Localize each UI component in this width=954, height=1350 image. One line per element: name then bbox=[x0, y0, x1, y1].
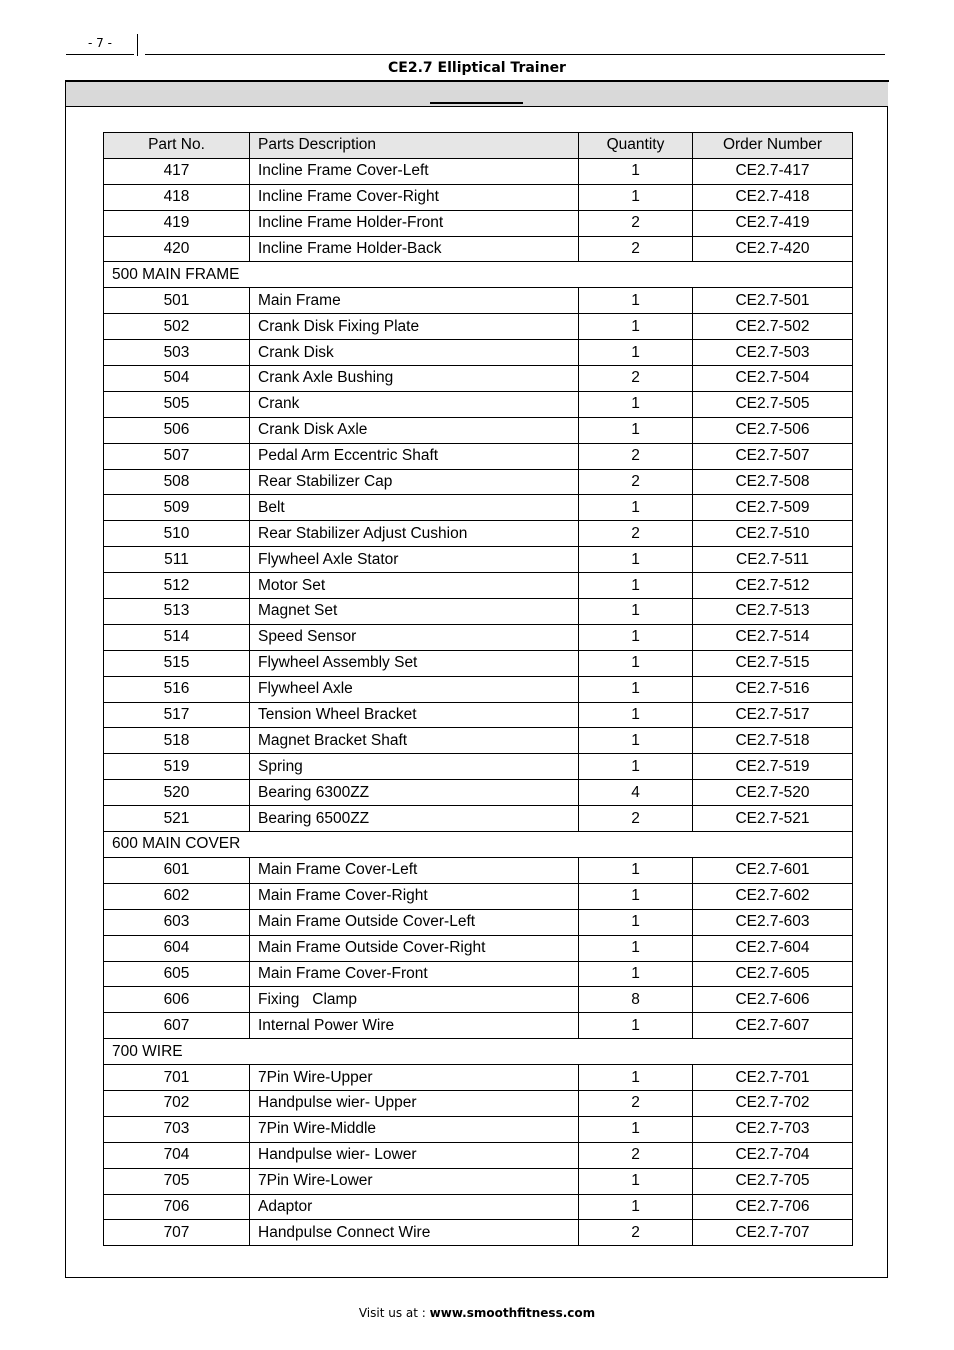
description-cell: Belt bbox=[250, 495, 579, 521]
parts-table-body bbox=[104, 158, 853, 1245]
part-number-cell: 521 bbox=[104, 806, 250, 832]
description-cell: 7Pin Wire-Middle bbox=[250, 1116, 579, 1142]
part-number-cell: 419 bbox=[104, 210, 250, 236]
part-number-cell: 511 bbox=[104, 547, 250, 573]
part-number-cell: 702 bbox=[104, 1090, 250, 1116]
part-number-cell: 417 bbox=[104, 158, 250, 184]
description-cell: 7Pin Wire-Upper bbox=[250, 1065, 579, 1091]
description-cell: Speed Sensor bbox=[250, 624, 579, 650]
header-rule bbox=[145, 54, 885, 55]
part-number-cell: 513 bbox=[104, 599, 250, 625]
part-number-cell: 516 bbox=[104, 676, 250, 702]
quantity-cell: 1 bbox=[579, 909, 693, 935]
description-cell: Handpulse wier- Lower bbox=[250, 1142, 579, 1168]
quantity-cell: 2 bbox=[579, 443, 693, 469]
quantity-cell: 2 bbox=[579, 806, 693, 832]
table-row bbox=[104, 573, 853, 599]
description-cell: Tension Wheel Bracket bbox=[250, 702, 579, 728]
quantity-cell: 2 bbox=[579, 1220, 693, 1246]
part-number-cell: 604 bbox=[104, 935, 250, 961]
description-cell: Main Frame Outside Cover-Right bbox=[250, 935, 579, 961]
page-number: - 7 - bbox=[66, 36, 134, 55]
order-number-cell: CE2.7-701 bbox=[693, 1065, 853, 1091]
part-number-cell: 505 bbox=[104, 391, 250, 417]
band-underline bbox=[430, 102, 523, 104]
part-number-cell: 606 bbox=[104, 987, 250, 1013]
table-row bbox=[104, 547, 853, 573]
table-row bbox=[104, 883, 853, 909]
part-number-cell: 607 bbox=[104, 1013, 250, 1039]
quantity-cell: 2 bbox=[579, 1142, 693, 1168]
part-number-cell: 601 bbox=[104, 857, 250, 883]
description-cell: Main Frame Cover-Front bbox=[250, 961, 579, 987]
part-number-cell: 705 bbox=[104, 1168, 250, 1194]
part-number-cell: 507 bbox=[104, 443, 250, 469]
quantity-cell: 1 bbox=[579, 961, 693, 987]
description-cell: Main Frame Cover-Right bbox=[250, 883, 579, 909]
header-divider-vertical bbox=[137, 34, 138, 56]
part-number-cell: 503 bbox=[104, 340, 250, 366]
order-number-cell: CE2.7-521 bbox=[693, 806, 853, 832]
quantity-cell: 1 bbox=[579, 599, 693, 625]
description-cell: Bearing 6500ZZ bbox=[250, 806, 579, 832]
description-cell: Flywheel Assembly Set bbox=[250, 650, 579, 676]
order-number-cell: CE2.7-604 bbox=[693, 935, 853, 961]
quantity-cell: 2 bbox=[579, 1090, 693, 1116]
quantity-cell: 1 bbox=[579, 184, 693, 210]
order-number-cell: CE2.7-417 bbox=[693, 158, 853, 184]
section-heading: 500 MAIN FRAME bbox=[104, 262, 853, 288]
order-number-cell: CE2.7-504 bbox=[693, 366, 853, 392]
order-number-cell: CE2.7-603 bbox=[693, 909, 853, 935]
quantity-cell: 1 bbox=[579, 495, 693, 521]
description-cell: Main Frame Outside Cover-Left bbox=[250, 909, 579, 935]
description-cell: Adaptor bbox=[250, 1194, 579, 1220]
quantity-cell: 1 bbox=[579, 547, 693, 573]
order-number-cell: CE2.7-518 bbox=[693, 728, 853, 754]
table-row bbox=[104, 288, 853, 314]
description-cell: Handpulse wier- Upper bbox=[250, 1090, 579, 1116]
order-number-cell: CE2.7-508 bbox=[693, 469, 853, 495]
part-number-cell: 519 bbox=[104, 754, 250, 780]
table-row bbox=[104, 366, 853, 392]
part-number-cell: 501 bbox=[104, 288, 250, 314]
order-number-cell: CE2.7-516 bbox=[693, 676, 853, 702]
description-cell: Handpulse Connect Wire bbox=[250, 1220, 579, 1246]
order-number-cell: CE2.7-513 bbox=[693, 599, 853, 625]
description-cell: Rear Stabilizer Adjust Cushion bbox=[250, 521, 579, 547]
quantity-cell: 1 bbox=[579, 883, 693, 909]
order-number-cell: CE2.7-502 bbox=[693, 314, 853, 340]
order-number-cell: CE2.7-605 bbox=[693, 961, 853, 987]
order-number-cell: CE2.7-505 bbox=[693, 391, 853, 417]
description-cell: 7Pin Wire-Lower bbox=[250, 1168, 579, 1194]
part-number-cell: 509 bbox=[104, 495, 250, 521]
table-row bbox=[104, 1220, 853, 1246]
table-row bbox=[104, 314, 853, 340]
order-number-cell: CE2.7-509 bbox=[693, 495, 853, 521]
table-row bbox=[104, 599, 853, 625]
quantity-cell: 1 bbox=[579, 1116, 693, 1142]
description-cell: Flywheel Axle Stator bbox=[250, 547, 579, 573]
part-number-cell: 506 bbox=[104, 417, 250, 443]
footer-url: www.smoothfitness.com bbox=[429, 1306, 596, 1320]
description-cell: Incline Frame Cover-Right bbox=[250, 184, 579, 210]
order-number-cell: CE2.7-503 bbox=[693, 340, 853, 366]
table-row bbox=[104, 624, 853, 650]
order-number-cell: CE2.7-702 bbox=[693, 1090, 853, 1116]
quantity-cell: 4 bbox=[579, 780, 693, 806]
order-number-cell: CE2.7-706 bbox=[693, 1194, 853, 1220]
quantity-cell: 1 bbox=[579, 728, 693, 754]
part-number-cell: 707 bbox=[104, 1220, 250, 1246]
order-number-cell: CE2.7-602 bbox=[693, 883, 853, 909]
column-header-part-no: Part No. bbox=[104, 133, 250, 159]
table-row bbox=[104, 1090, 853, 1116]
section-heading: 700 WIRE bbox=[104, 1039, 853, 1065]
table-row bbox=[104, 391, 853, 417]
table-row bbox=[104, 340, 853, 366]
table-row bbox=[104, 236, 853, 262]
part-number-cell: 420 bbox=[104, 236, 250, 262]
part-number-cell: 514 bbox=[104, 624, 250, 650]
quantity-cell: 1 bbox=[579, 1013, 693, 1039]
description-cell: Spring bbox=[250, 754, 579, 780]
part-number-cell: 504 bbox=[104, 366, 250, 392]
quantity-cell: 1 bbox=[579, 702, 693, 728]
table-row bbox=[104, 1065, 853, 1091]
table-row bbox=[104, 158, 853, 184]
description-cell: Crank Disk bbox=[250, 340, 579, 366]
order-number-cell: CE2.7-512 bbox=[693, 573, 853, 599]
quantity-cell: 2 bbox=[579, 521, 693, 547]
quantity-cell: 1 bbox=[579, 1065, 693, 1091]
column-header-order-number: Order Number bbox=[693, 133, 853, 159]
part-number-cell: 706 bbox=[104, 1194, 250, 1220]
order-number-cell: CE2.7-703 bbox=[693, 1116, 853, 1142]
description-cell: Flywheel Axle bbox=[250, 676, 579, 702]
order-number-cell: CE2.7-510 bbox=[693, 521, 853, 547]
order-number-cell: CE2.7-520 bbox=[693, 780, 853, 806]
part-number-cell: 518 bbox=[104, 728, 250, 754]
table-row bbox=[104, 495, 853, 521]
part-number-cell: 517 bbox=[104, 702, 250, 728]
table-row bbox=[104, 935, 853, 961]
quantity-cell: 2 bbox=[579, 210, 693, 236]
description-cell: Internal Power Wire bbox=[250, 1013, 579, 1039]
description-cell: Magnet Set bbox=[250, 599, 579, 625]
quantity-cell: 2 bbox=[579, 236, 693, 262]
table-header-row bbox=[104, 133, 853, 159]
part-number-cell: 703 bbox=[104, 1116, 250, 1142]
order-number-cell: CE2.7-704 bbox=[693, 1142, 853, 1168]
part-number-cell: 605 bbox=[104, 961, 250, 987]
description-cell: Crank bbox=[250, 391, 579, 417]
quantity-cell: 8 bbox=[579, 987, 693, 1013]
description-cell: Magnet Bracket Shaft bbox=[250, 728, 579, 754]
description-cell: Rear Stabilizer Cap bbox=[250, 469, 579, 495]
order-number-cell: CE2.7-705 bbox=[693, 1168, 853, 1194]
description-cell: Crank Disk Fixing Plate bbox=[250, 314, 579, 340]
table-row bbox=[104, 1013, 853, 1039]
description-cell: Fixing Clamp bbox=[250, 987, 579, 1013]
order-number-cell: CE2.7-606 bbox=[693, 987, 853, 1013]
part-number-cell: 515 bbox=[104, 650, 250, 676]
part-number-cell: 512 bbox=[104, 573, 250, 599]
part-number-cell: 502 bbox=[104, 314, 250, 340]
description-cell: Motor Set bbox=[250, 573, 579, 599]
section-row bbox=[104, 832, 853, 858]
description-cell: Incline Frame Holder-Front bbox=[250, 210, 579, 236]
table-row bbox=[104, 780, 853, 806]
order-number-cell: CE2.7-707 bbox=[693, 1220, 853, 1246]
order-number-cell: CE2.7-607 bbox=[693, 1013, 853, 1039]
quantity-cell: 2 bbox=[579, 366, 693, 392]
column-header-quantity: Quantity bbox=[579, 133, 693, 159]
description-cell: Crank Axle Bushing bbox=[250, 366, 579, 392]
description-cell: Main Frame bbox=[250, 288, 579, 314]
part-number-cell: 602 bbox=[104, 883, 250, 909]
quantity-cell: 1 bbox=[579, 417, 693, 443]
table-row bbox=[104, 1142, 853, 1168]
table-row bbox=[104, 1194, 853, 1220]
order-number-cell: CE2.7-419 bbox=[693, 210, 853, 236]
quantity-cell: 1 bbox=[579, 754, 693, 780]
part-number-cell: 508 bbox=[104, 469, 250, 495]
table-row bbox=[104, 1168, 853, 1194]
quantity-cell: 1 bbox=[579, 676, 693, 702]
table-row bbox=[104, 857, 853, 883]
part-number-cell: 418 bbox=[104, 184, 250, 210]
quantity-cell: 1 bbox=[579, 573, 693, 599]
table-row bbox=[104, 443, 853, 469]
part-number-cell: 520 bbox=[104, 780, 250, 806]
order-number-cell: CE2.7-507 bbox=[693, 443, 853, 469]
quantity-cell: 1 bbox=[579, 158, 693, 184]
order-number-cell: CE2.7-601 bbox=[693, 857, 853, 883]
part-number-cell: 704 bbox=[104, 1142, 250, 1168]
table-row bbox=[104, 469, 853, 495]
parts-table bbox=[103, 132, 853, 1246]
section-row bbox=[104, 262, 853, 288]
table-row bbox=[104, 1116, 853, 1142]
quantity-cell: 1 bbox=[579, 314, 693, 340]
table-row bbox=[104, 521, 853, 547]
table-row bbox=[104, 184, 853, 210]
order-number-cell: CE2.7-506 bbox=[693, 417, 853, 443]
table-row bbox=[104, 961, 853, 987]
description-cell: Pedal Arm Eccentric Shaft bbox=[250, 443, 579, 469]
table-row bbox=[104, 987, 853, 1013]
quantity-cell: 1 bbox=[579, 650, 693, 676]
table-row bbox=[104, 650, 853, 676]
table-row bbox=[104, 676, 853, 702]
table-row bbox=[104, 702, 853, 728]
footer bbox=[0, 1306, 954, 1320]
order-number-cell: CE2.7-514 bbox=[693, 624, 853, 650]
description-cell: Bearing 6300ZZ bbox=[250, 780, 579, 806]
table-row bbox=[104, 417, 853, 443]
column-header-description: Parts Description bbox=[250, 133, 579, 159]
order-number-cell: CE2.7-501 bbox=[693, 288, 853, 314]
table-row bbox=[104, 806, 853, 832]
footer-prefix: Visit us at : bbox=[358, 1306, 430, 1320]
order-number-cell: CE2.7-519 bbox=[693, 754, 853, 780]
description-cell: Incline Frame Holder-Back bbox=[250, 236, 579, 262]
table-row bbox=[104, 909, 853, 935]
table-row bbox=[104, 728, 853, 754]
document-title: CE2.7 Elliptical Trainer bbox=[388, 60, 566, 76]
quantity-cell: 1 bbox=[579, 1194, 693, 1220]
description-cell: Main Frame Cover-Left bbox=[250, 857, 579, 883]
order-number-cell: CE2.7-517 bbox=[693, 702, 853, 728]
quantity-cell: 1 bbox=[579, 391, 693, 417]
section-row bbox=[104, 1039, 853, 1065]
quantity-cell: 1 bbox=[579, 935, 693, 961]
section-heading: 600 MAIN COVER bbox=[104, 832, 853, 858]
quantity-cell: 1 bbox=[579, 1168, 693, 1194]
part-number-cell: 701 bbox=[104, 1065, 250, 1091]
quantity-cell: 1 bbox=[579, 624, 693, 650]
part-number-cell: 510 bbox=[104, 521, 250, 547]
quantity-cell: 2 bbox=[579, 469, 693, 495]
part-number-cell: 603 bbox=[104, 909, 250, 935]
description-cell: Crank Disk Axle bbox=[250, 417, 579, 443]
order-number-cell: CE2.7-420 bbox=[693, 236, 853, 262]
table-row bbox=[104, 754, 853, 780]
order-number-cell: CE2.7-511 bbox=[693, 547, 853, 573]
description-cell: Incline Frame Cover-Left bbox=[250, 158, 579, 184]
quantity-cell: 1 bbox=[579, 340, 693, 366]
order-number-cell: CE2.7-418 bbox=[693, 184, 853, 210]
order-number-cell: CE2.7-515 bbox=[693, 650, 853, 676]
quantity-cell: 1 bbox=[579, 288, 693, 314]
table-row bbox=[104, 210, 853, 236]
quantity-cell: 1 bbox=[579, 857, 693, 883]
